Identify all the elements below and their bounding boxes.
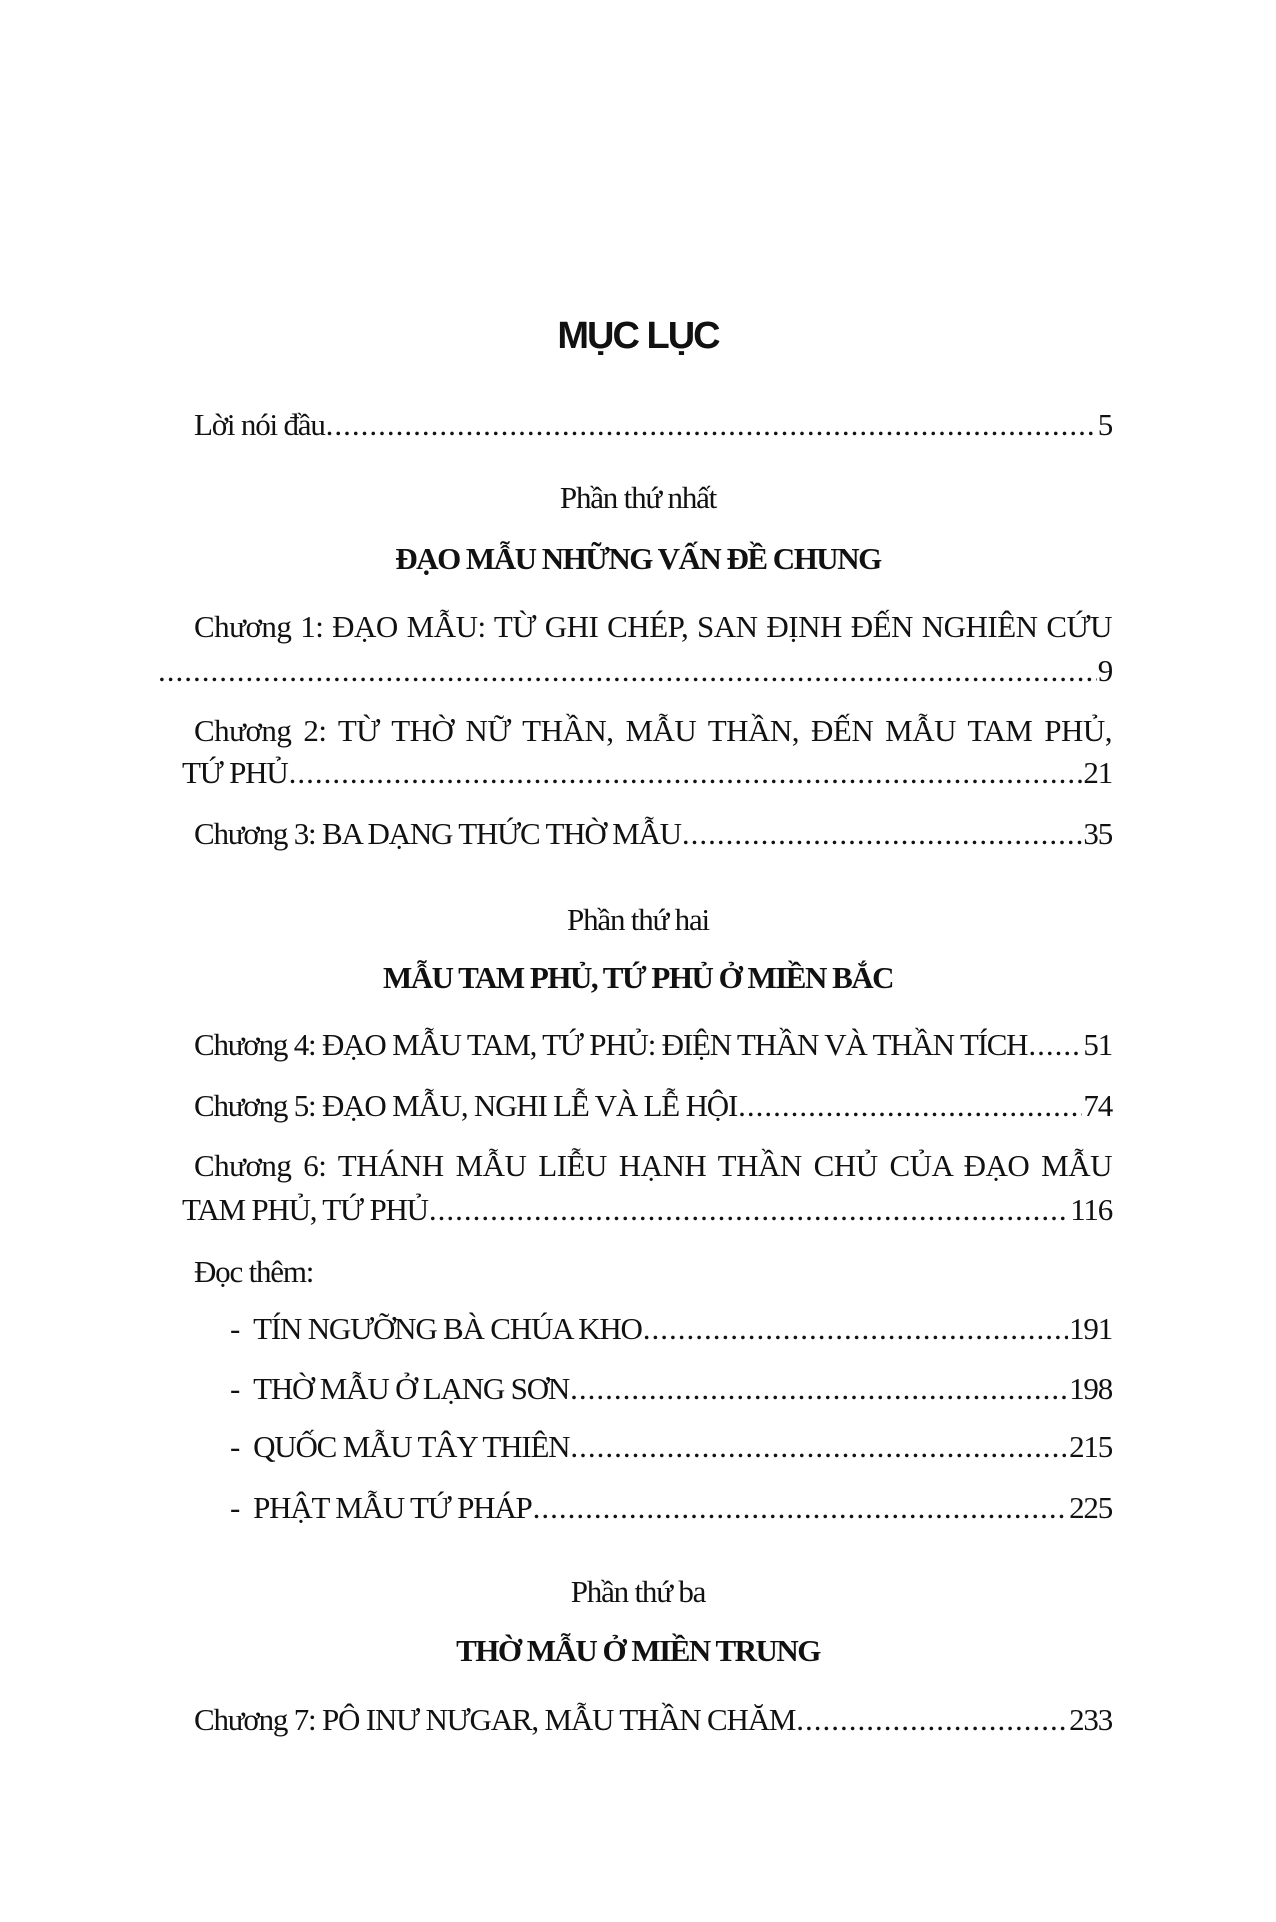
toc-label: TÍN NGƯỠNG BÀ CHÚA KHO (253, 1311, 642, 1346)
toc-label: QUỐC MẪU TÂY THIÊN (253, 1429, 570, 1464)
dot-leader (326, 405, 1097, 445)
toc-label: Chương 5: ĐẠO MẪU, NGHI LỄ VÀ LỄ HỘI (194, 1088, 738, 1123)
toc-entry-preface[interactable] (194, 405, 1112, 445)
toc-label: THỜ MẪU Ở LẠNG SƠN (253, 1371, 570, 1406)
toc-entry-chapter-2-line1[interactable]: Chương 2: TỪ THỜ NỮ THẦN, MẪU THẦN, ĐẾN MẪU TAM PHỦ, (194, 713, 1112, 748)
toc-label: TAM PHỦ, TỨ PHỦ (182, 1192, 428, 1227)
toc-label: Chương 3: BA DẠNG THỨC THỜ MẪU (194, 816, 681, 851)
dot-leader (796, 1700, 1068, 1740)
dot-leader (570, 1369, 1068, 1409)
dot-leader (1028, 1025, 1082, 1065)
further-reading-label: Đọc thêm: (194, 1254, 314, 1289)
dot-leader (643, 1309, 1068, 1349)
dot-leader (682, 814, 1083, 854)
page-title: MỤC LỤC (557, 315, 719, 357)
toc-entry-chapter-3[interactable] (194, 814, 1112, 854)
part-label: Phần thứ hai (567, 902, 709, 937)
dot-leader (738, 1086, 1082, 1126)
dot-leader (158, 651, 1097, 691)
toc-entry-chapter-6-line2[interactable] (182, 1190, 1112, 1230)
part-label: Phần thứ ba (570, 1574, 706, 1609)
dot-leader (289, 753, 1083, 793)
toc-label: Lời nói đầu (194, 407, 325, 442)
dot-leader (570, 1427, 1068, 1467)
toc-label: TỨ PHỦ (182, 755, 288, 790)
toc-page: 51 (1083, 1027, 1112, 1062)
toc-entry-chapter-1-line2[interactable] (158, 651, 1112, 691)
toc-page: 21 (1083, 755, 1112, 790)
dot-leader (533, 1488, 1069, 1528)
toc-entry-reading-1[interactable] (230, 1309, 1112, 1349)
toc-entry-chapter-7[interactable] (194, 1700, 1112, 1740)
toc-entry-reading-3[interactable] (230, 1427, 1112, 1467)
bullet: - (230, 1490, 240, 1525)
bullet: - (230, 1311, 240, 1346)
toc-label: Chương 7: PÔ INƯ NƯGAR, MẪU THẦN CHĂM (194, 1702, 796, 1737)
toc-page: 225 (1069, 1490, 1112, 1525)
toc-label: PHẬT MẪU TỨ PHÁP (253, 1490, 532, 1525)
toc-entry-chapter-2-line2[interactable] (182, 753, 1112, 793)
part-heading: ĐẠO MẪU NHỮNG VẤN ĐỀ CHUNG (395, 541, 881, 576)
toc-page: 215 (1069, 1429, 1112, 1464)
toc-entry-chapter-4[interactable] (194, 1025, 1112, 1065)
toc-page: 74 (1083, 1088, 1112, 1123)
toc-page: 116 (1070, 1192, 1112, 1227)
part-heading: THỜ MẪU Ở MIỀN TRUNG (456, 1633, 820, 1668)
toc-page: 191 (1069, 1311, 1112, 1346)
toc-entry-reading-2[interactable] (230, 1369, 1112, 1409)
toc-page: 233 (1069, 1702, 1112, 1737)
bullet: - (230, 1371, 240, 1406)
toc-page: 9 (1097, 653, 1112, 688)
part-heading: MẪU TAM PHỦ, TỨ PHỦ Ở MIỀN BẮC (382, 960, 894, 995)
toc-entry-chapter-6-line1[interactable]: Chương 6: THÁNH MẪU LIỄU HẠNH THẦN CHỦ CỦA ĐẠO MẪU (194, 1148, 1112, 1183)
bullet: - (230, 1429, 240, 1464)
toc-page: 198 (1069, 1371, 1112, 1406)
toc-entry-chapter-1-line1[interactable]: Chương 1: ĐẠO MẪU: TỪ GHI CHÉP, SAN ĐỊNH ĐẾN NGHIÊN CỨU (194, 609, 1112, 644)
toc-page: 5 (1097, 407, 1112, 442)
part-label: Phần thứ nhất (559, 480, 717, 515)
toc-page: 35 (1083, 816, 1112, 851)
toc-entry-chapter-5[interactable] (194, 1086, 1112, 1126)
toc-entry-reading-4[interactable] (230, 1488, 1112, 1528)
toc-label: Chương 4: ĐẠO MẪU TAM, TỨ PHỦ: ĐIỆN THẦN VÀ THẦN TÍCH (194, 1027, 1028, 1062)
dot-leader (429, 1190, 1069, 1230)
